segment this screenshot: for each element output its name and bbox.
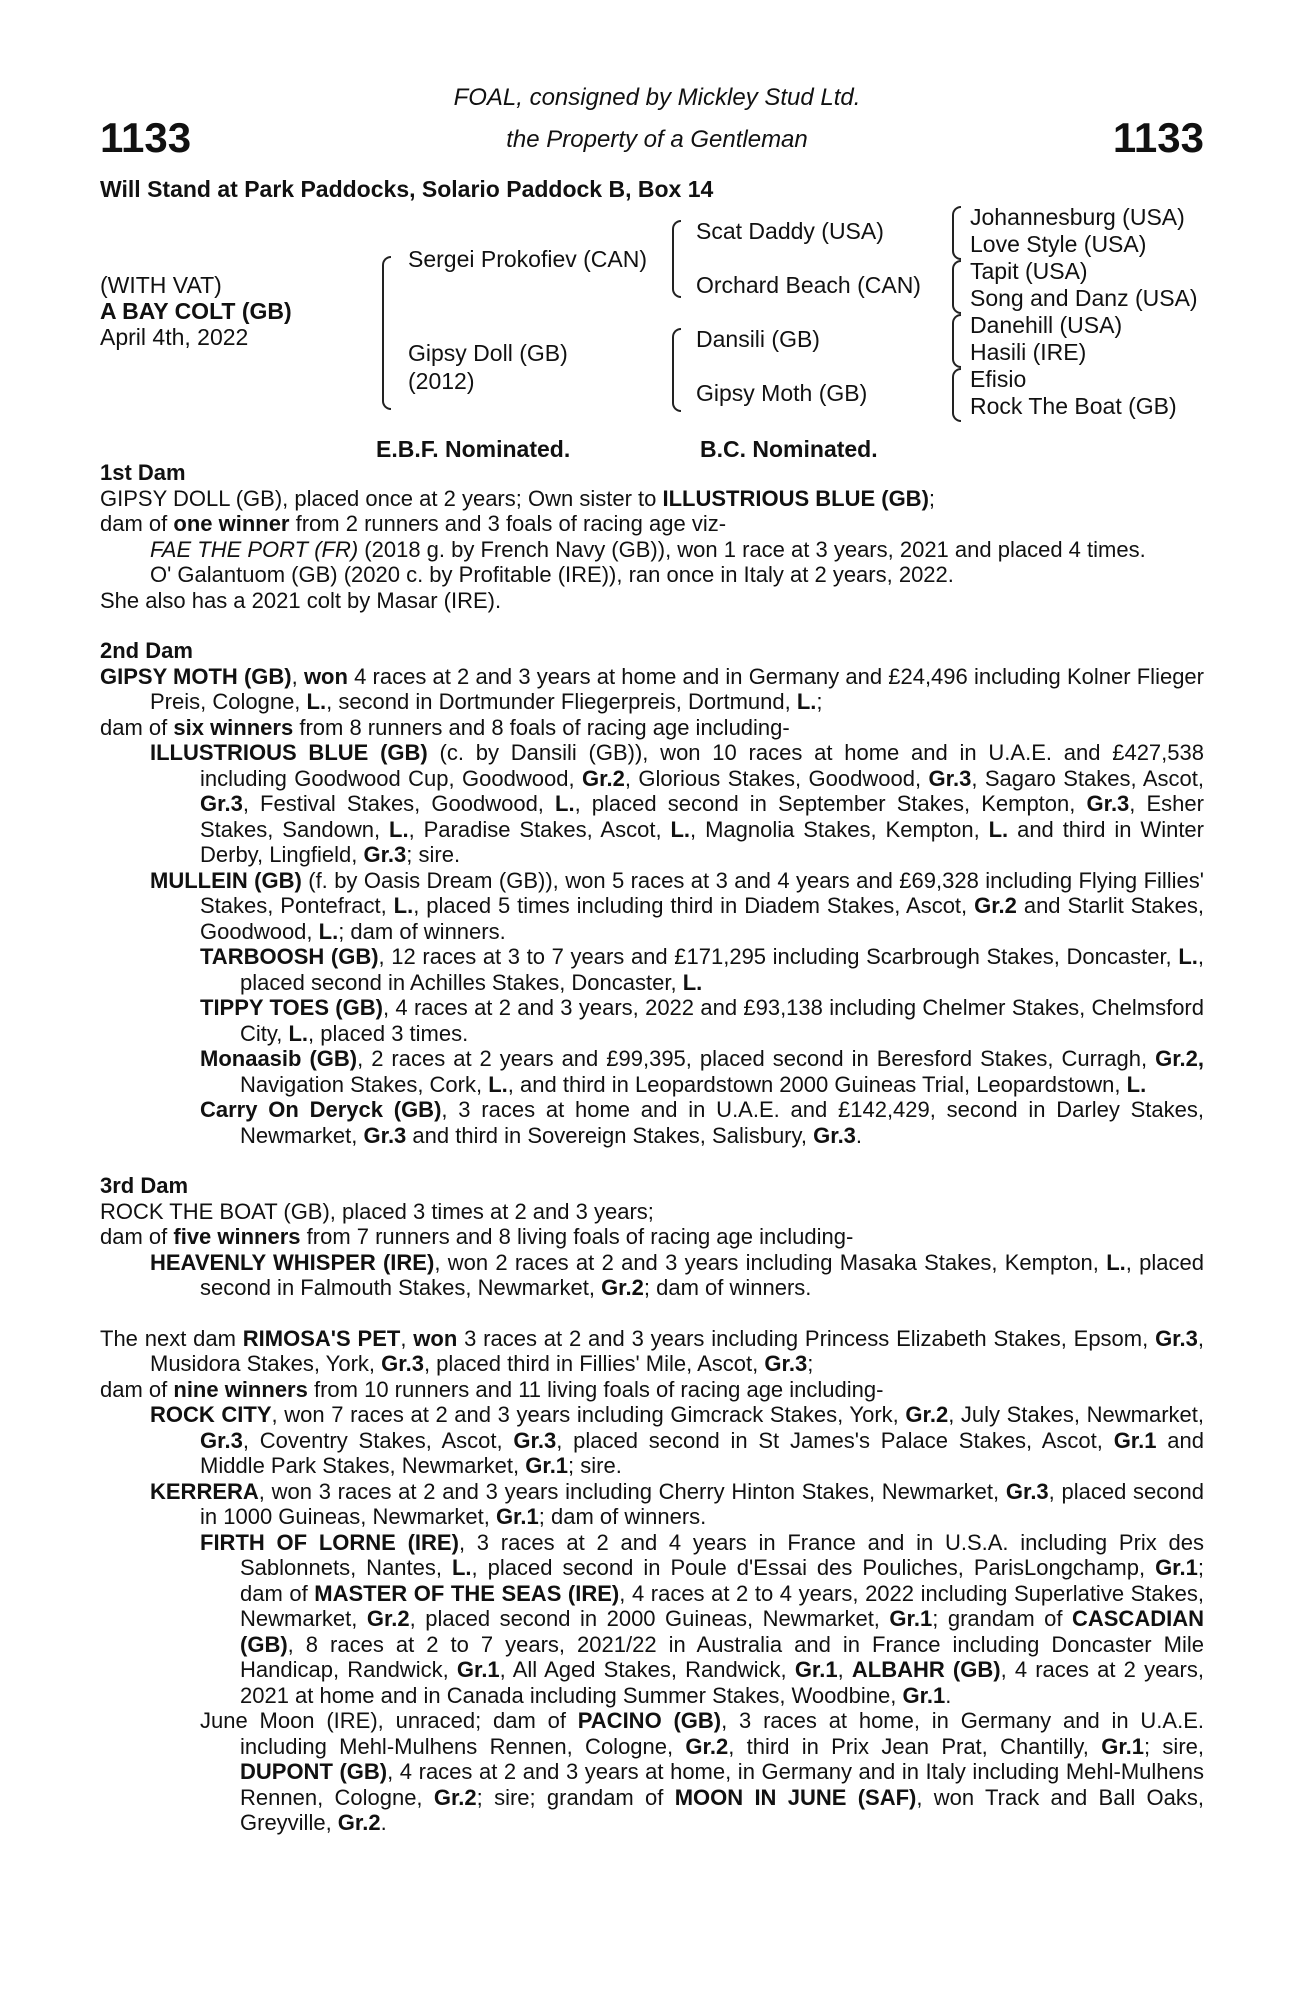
grand-offspring-monaasib: Monaasib (GB), 2 races at 2 years and £99,395, placed second in Beresford Stakes, Curragh, Gr.2, Navigation Stakes, Cork, L., and third in Leopardstown 2000 Guineas Trial, Leopardstown, L. — [200, 1046, 1204, 1097]
first-dam-line: GIPSY DOLL (GB), placed once at 2 years; Own sister to ILLUSTRIOUS BLUE (GB); — [100, 485, 936, 511]
pedigree-brace-main — [382, 256, 391, 410]
dds: Efisio — [970, 366, 1027, 392]
venue-line: Will Stand at Park Paddocks, Solario Paddock B, Box 14 — [100, 176, 714, 202]
fourth-dam-record: The next dam RIMOSA'S PET, won 3 races at 2 and 3 years including Princess Elizabeth Stakes, Epsom, Gr.3, Musidora Stakes, York, Gr.3, placed third in Fillies' Mile, Ascot, Gr.3; — [100, 1325, 1204, 1376]
grand-offspring-carry-on-deryck: Carry On Deryck (GB), 3 races at home and in U.A.E. and £142,429, second in Darley Stakes, Newmarket, Gr.3 and third in Sovereign Stakes, Salisbury, Gr.3. — [200, 1097, 1204, 1148]
dss: Danehill (USA) — [970, 312, 1123, 338]
grand-offspring-june-moon: June Moon (IRE), unraced; dam of PACINO (GB), 3 races at home, in Germany and in U.A.E. including Mehl-Mulhens Rennen, Cologne, Gr.2, third in Prix Jean Prat, Chantilly, Gr.1; sire, DUPONT (GB), 4 races at 2 and 3 years at home, in Germany and in Italy including Mehl-Mulhens Rennen, Cologne, Gr.2; sire; grandam of MOON IN JUNE (SAF), won Track and Ball Oaks, Greyville, Gr.2. — [200, 1708, 1205, 1835]
ssd: Love Style (USA) — [970, 231, 1147, 257]
second-dam-heading: 2nd Dam — [100, 638, 193, 663]
vat-note: (WITH VAT) — [100, 272, 222, 298]
offspring-fae-the-port: FAE THE PORT (FR) (2018 g. by French Navy (GB)), won 1 race at 3 years, 2021 and placed 4 times. — [150, 536, 1146, 562]
pedigree-brace-dd — [952, 368, 961, 422]
first-dam-heading: 1st Dam — [100, 460, 186, 485]
dam-year: (2012) — [408, 368, 475, 394]
offspring-mullein: MULLEIN (GB) (f. by Oasis Dream (GB)), won 5 races at 3 and 4 years and £69,328 including Flying Fillies' Stakes, Pontefract, L., placed 5 times including third in Diadem Stakes, Ascot, Gr.2 and Starlit Stakes, Goodwood, L.; dam of winners. — [150, 867, 1205, 944]
grand-offspring-tippy-toes: TIPPY TOES (GB), 4 races at 2 and 3 years, 2022 and £93,138 including Chelmer Stakes, Chelmsford City, L., placed 3 times. — [200, 995, 1204, 1046]
offspring-illustrious-blue: ILLUSTRIOUS BLUE (GB) (c. by Dansili (GB)), won 10 races at home and in U.A.E. and £427,538 including Goodwood Cup, Goodwood, Gr.2, Glorious Stakes, Goodwood, Gr.3, Sagaro Stakes, Ascot, Gr.3, Festival Stakes, Goodwood, L., placed second in September Stakes, Kempton, Gr.3, Esher Stakes, Sandown, L., Paradise Stakes, Ascot, L., Magnolia Stakes, Kempton, L. and third in Winter Derby, Lingfield, Gr.3; sire. — [150, 740, 1204, 867]
horse-name: A BAY COLT (GB) — [100, 298, 292, 324]
third-dam-heading: 3rd Dam — [100, 1173, 189, 1198]
sss: Johannesburg (USA) — [970, 204, 1185, 230]
dam-dam: Gipsy Moth (GB) — [696, 380, 868, 406]
fourth-dam-produce: dam of nine winners from 10 runners and 11 living foals of racing age including- — [100, 1376, 884, 1402]
bc-nominated: B.C. Nominated. — [700, 436, 878, 462]
lot-number-right: 1133 — [1112, 114, 1204, 161]
pedigree-brace-sire — [672, 220, 681, 298]
produce-record — [100, 460, 1204, 1836]
sds: Tapit (USA) — [970, 258, 1088, 284]
pedigree-brace-sd — [952, 260, 961, 314]
second-dam-produce: dam of six winners from 8 runners and 8 foals of racing age including- — [100, 714, 790, 740]
consignor-line: FOAL, consigned by Mickley Stud Ltd. — [453, 84, 861, 111]
grand-offspring-firth-of-lorne: FIRTH OF LORNE (IRE), 3 races at 2 and 4 years in France and in U.S.A. including Prix des Sablonnets, Nantes, L., placed second in Poule d'Essai des Pouliches, ParisLongchamp, Gr.1; dam of MASTER OF THE SEAS (IRE), 4 races at 2 to 4 years, 2022 including Superlative Stakes, Newmarket, Gr.2, placed second in 2000 Guineas, Newmarket, Gr.1; grandam of CASCADIAN (GB), 8 races at 2 to 7 years, 2021/22 in Australia and in France including Doncaster Mile Handicap, Randwick, Gr.1, All Aged Stakes, Randwick, Gr.1, ALBAHR (GB), 4 races at 2 years, 2021 at home and in Canada including Summer Stakes, Woodbine, Gr.1. — [200, 1529, 1205, 1708]
dam-sire: Dansili (GB) — [696, 326, 820, 352]
grand-offspring-tarboosh: TARBOOSH (GB), 12 races at 3 to 7 years and £171,295 including Scarbrough Stakes, Doncaster, L., placed second in Achilles Stakes, Doncaster, L. — [200, 944, 1204, 995]
sire: Sergei Prokofiev (CAN) — [408, 246, 648, 272]
ddd: Rock The Boat (GB) — [970, 393, 1177, 419]
offspring-2021-colt: She also has a 2021 colt by Masar (IRE). — [100, 587, 502, 613]
dsd: Hasili (IRE) — [970, 339, 1087, 365]
pedigree-brace-dam — [672, 328, 681, 412]
ebf-nominated: E.B.F. Nominated. — [376, 436, 571, 462]
offspring-kerrera: KERRERA, won 3 races at 2 and 3 years including Cherry Hinton Stakes, Newmarket, Gr.3, placed second in 1000 Guineas, Newmarket, Gr.1; dam of winners. — [150, 1478, 1204, 1529]
second-dam-record: GIPSY MOTH (GB), won 4 races at 2 and 3 years at home and in Germany and £24,496 including Kolner Flieger Preis, Cologne, L., second in Dortmunder Fliegerpreis, Dortmund, L.; — [100, 663, 1204, 714]
sire-dam: Orchard Beach (CAN) — [696, 272, 921, 298]
offspring-heavenly-whisper: HEAVENLY WHISPER (IRE), won 2 races at 2 and 3 years including Masaka Stakes, Kempton, L., placed second in Falmouth Stakes, Newmarket, Gr.2; dam of winners. — [150, 1249, 1204, 1300]
first-dam-produce: dam of one winner from 2 runners and 3 foals of racing age viz- — [100, 511, 727, 536]
dam: Gipsy Doll (GB) — [408, 340, 568, 366]
pedigree-brace-ds — [952, 314, 961, 368]
third-dam-produce: dam of five winners from 7 runners and 8 living foals of racing age including- — [100, 1224, 854, 1249]
pedigree-brace-ss — [952, 206, 961, 260]
lot-number-left: 1133 — [100, 114, 192, 161]
third-dam-record: ROCK THE BOAT (GB), placed 3 times at 2 and 3 years; — [100, 1198, 654, 1224]
offspring-o-galantuom: O' Galantuom (GB) (2020 c. by Profitable (IRE)), ran once in Italy at 2 years, 2022. — [150, 562, 954, 587]
offspring-rock-city: ROCK CITY, won 7 races at 2 and 3 years including Gimcrack Stakes, York, Gr.2, July Stakes, Newmarket, Gr.3, Coventry Stakes, Ascot, Gr.3, placed second in St James's Palace Stakes, Ascot, Gr.1 and Middle Park Stakes, Newmarket, Gr.1; sire. — [150, 1402, 1204, 1478]
horse-dob: April 4th, 2022 — [100, 324, 249, 350]
property-line: the Property of a Gentleman — [506, 126, 808, 153]
sdd: Song and Danz (USA) — [970, 285, 1198, 311]
sire-sire: Scat Daddy (USA) — [696, 218, 884, 244]
